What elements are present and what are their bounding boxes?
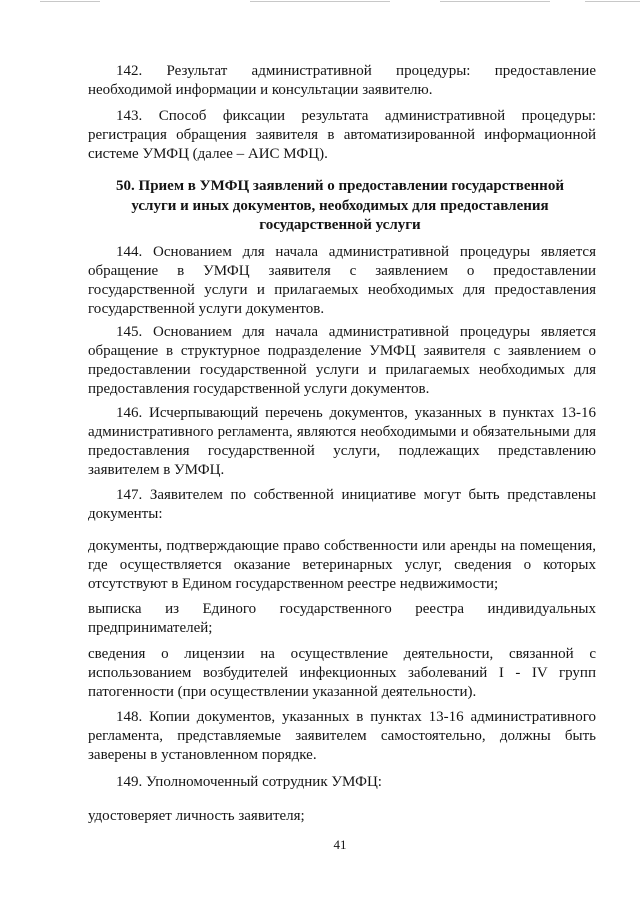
- scan-artifact-line: [440, 1, 550, 2]
- paragraph-142: 142. Результат административной процедуры: предоставление необходимой информации и консультации заявителю.: [88, 63, 596, 98]
- list-item-registry-extract: выписка из Единого государственного реестра индивидуальных предпринимателей;: [88, 601, 596, 636]
- paragraph-145: 145. Основанием для начала административной процедуры является обращение в структурное подразделение УМФЦ заявителя с заявлением о предоставлении государственной услуги и прилагаемых необходимых для предоставления государственной услуги документов.: [88, 324, 596, 397]
- paragraph-149: 149. Уполномоченный сотрудник УМФЦ:: [116, 774, 382, 790]
- paragraph-144: 144. Основанием для начала административной процедуры является обращение в УМФЦ заявителя с заявлением о предоставлении государственной услуги и прилагаемых необходимых для предоставления государственной услуги документов.: [88, 244, 596, 317]
- page-number: 41: [333, 837, 347, 852]
- paragraph-147: 147. Заявителем по собственной инициативе могут быть представлены документы:: [88, 487, 596, 522]
- scan-artifact-line: [585, 1, 640, 2]
- list-item-ownership-documents: документы, подтверждающие право собственности или аренды на помещения, где осуществляется оказание ветеринарных услуг, сведения о которых отсутствуют в Едином государственном реестре недвижимости;: [88, 538, 596, 592]
- list-item-license-info: сведения о лицензии на осуществление деятельности, связанной с использованием возбудителей инфекционных заболеваний I - IV групп патогенности (при осуществлении указанной деятельности).: [88, 646, 596, 700]
- section-heading: 50. Прием в УМФЦ заявлений о предоставлении государственной услуги и иных документов, необходимых для предоставления государственной услуги: [116, 178, 564, 233]
- paragraph-148: 148. Копии документов, указанных в пунктах 13-16 административного регламента, представляемые заявителем самостоятельно, должны быть заверены в установленном порядке.: [88, 709, 596, 763]
- scan-artifact-line: [250, 1, 390, 2]
- paragraph-146: 146. Исчерпывающий перечень документов, указанных в пунктах 13-16 административного регламента, являются необходимыми и обязательными для предоставления государственной услуги, подлежащих представлению заявителем в УМФЦ.: [88, 405, 596, 478]
- scan-artifact-line: [40, 1, 100, 2]
- list-item-identity-check: удостоверяет личность заявителя;: [88, 808, 305, 824]
- paragraph-143: 143. Способ фиксации результата административной процедуры: регистрация обращения заявителя в автоматизированной информационной системе УМФЦ (далее – АИС МФЦ).: [88, 108, 596, 162]
